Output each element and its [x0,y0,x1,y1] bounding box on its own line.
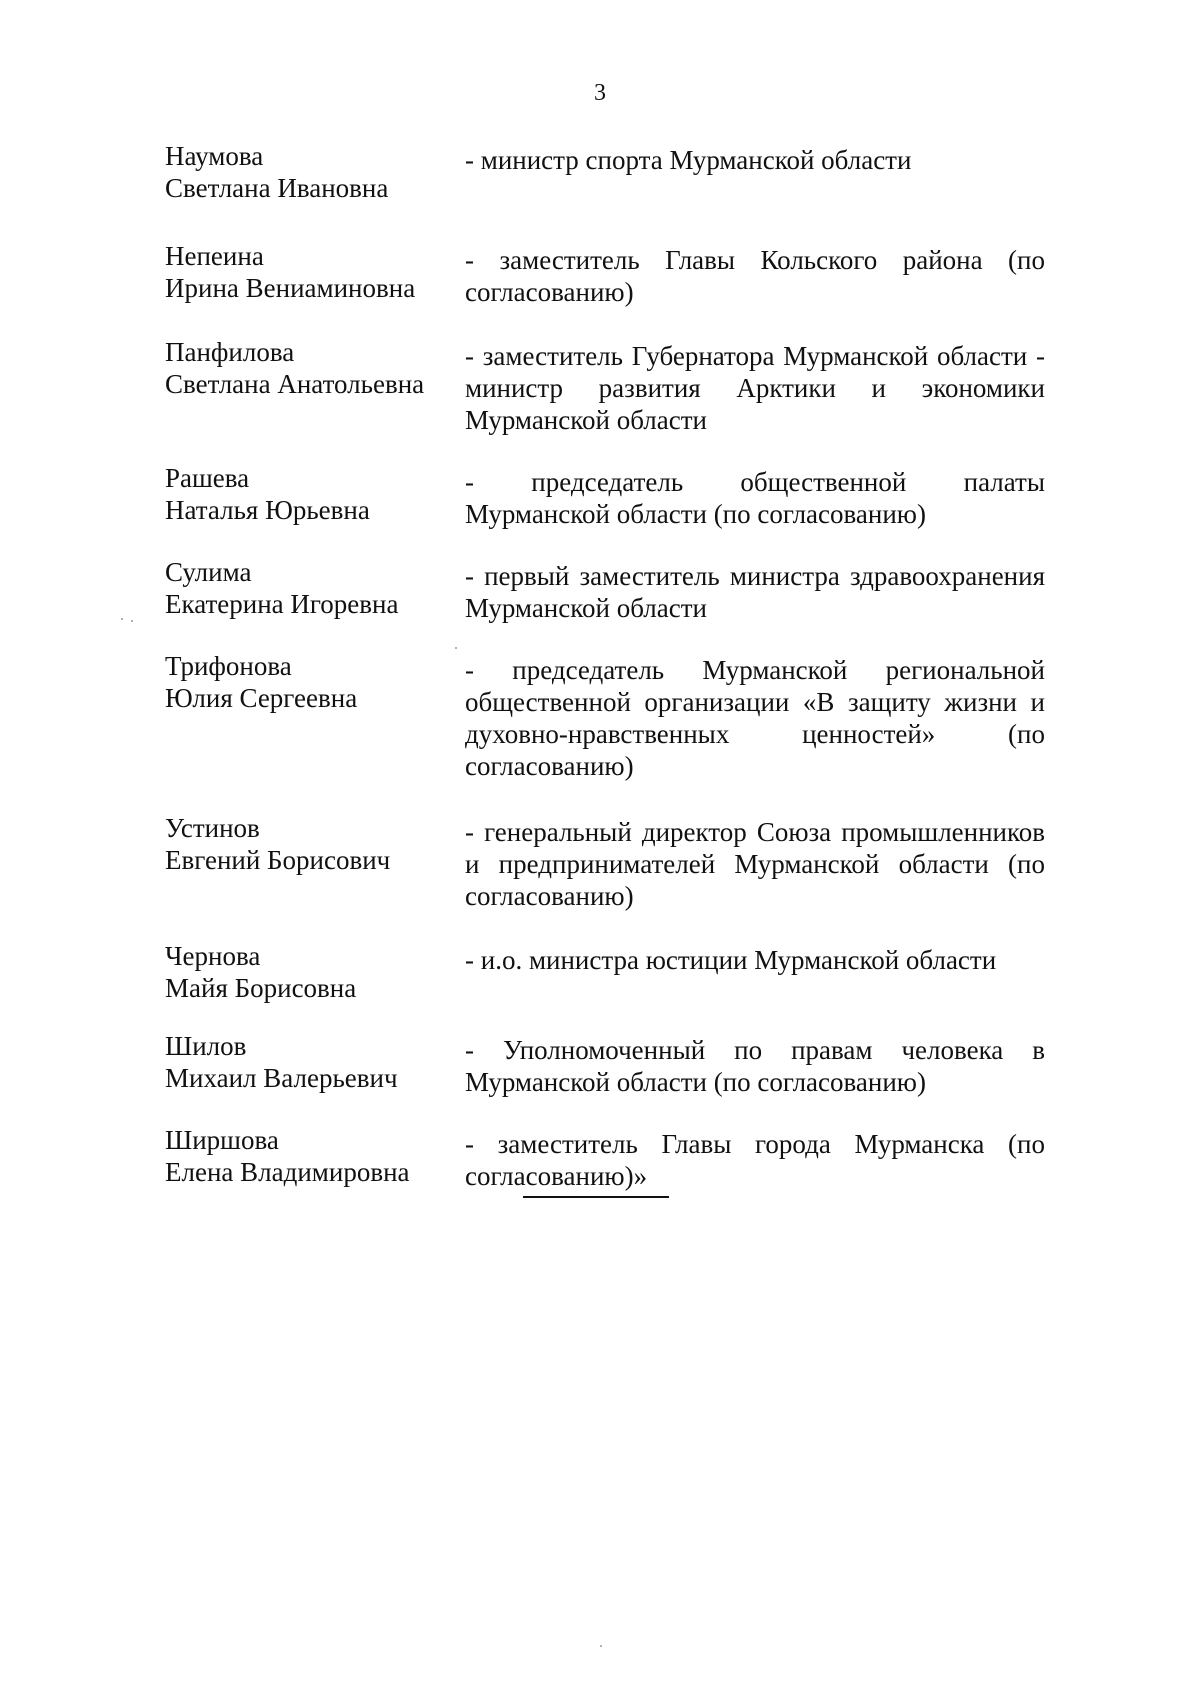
member-given-names: Евгений Борисович [165,845,391,875]
member-surname: Панфилова [165,337,295,367]
member-position: - председатель общественной палаты Мурманской области (по согласованию) [465,467,1045,529]
member-surname: Сулима [165,557,252,587]
member-position: - председатель Мурманской региональной общественной организации «В защиту жизни и духовно-нравственных ценностей» (по согласованию) [465,655,1045,781]
list-item [165,1030,1045,1098]
member-surname: Устинов [165,813,260,843]
member-surname: Чернова [165,941,261,971]
member-position: - заместитель Главы города Мурманска (по согласованию)» [465,1129,1045,1191]
member-name [165,462,465,530]
scan-speck [121,618,123,620]
member-given-names: Светлана Ивановна [165,173,389,203]
member-surname: Рашева [165,463,250,493]
member-name [165,812,465,912]
member-name [165,1030,465,1098]
member-name [165,940,465,1004]
member-name [165,1124,465,1192]
member-roster [165,140,1045,1192]
member-surname: Шилов [165,1031,247,1061]
member-given-names: Михаил Валерьевич [165,1063,398,1093]
scan-speck [131,620,133,622]
member-position: - Уполномоченный по правам человека в Мурманской области (по согласованию) [465,1035,1045,1097]
list-item [165,462,1045,530]
member-position: - и.о. министра юстиции Мурманской области [465,945,997,975]
member-name [165,240,465,308]
member-position: - генеральный директор Союза промышленников и предпринимателей Мурманской области (по согласованию) [465,817,1045,911]
member-name [165,336,465,436]
member-surname: Трифонова [165,651,292,681]
list-item [165,1124,1045,1192]
member-given-names: Наталья Юрьевна [165,495,370,525]
list-item [165,812,1045,912]
member-name [165,650,465,782]
member-name [165,140,465,204]
member-surname: Непеина [165,241,264,271]
member-position: - заместитель Губернатора Мурманской области - министр развития Арктики и экономики Мурманской области [465,341,1045,435]
list-item [165,650,1045,782]
list-item [165,940,1045,1004]
member-surname: Наумова [165,141,264,171]
member-given-names: Ирина Вениаминовна [165,273,416,303]
closing-rule [523,1196,669,1198]
list-item [165,336,1045,436]
member-given-names: Светлана Анатольевна [165,369,425,399]
page-number: 3 [594,80,606,106]
member-given-names: Юлия Сергеевна [165,683,358,713]
member-name [165,556,465,624]
member-position: - первый заместитель министра здравоохранения Мурманской области [465,561,1045,623]
list-item [165,556,1045,624]
list-item [165,240,1045,308]
member-given-names: Майя Борисовна [165,973,357,1003]
list-item [165,140,1045,204]
member-given-names: Екатерина Игоревна [165,589,399,619]
scan-speck [600,1645,602,1647]
member-position: - министр спорта Мурманской области [465,145,912,175]
member-surname: Ширшова [165,1125,279,1155]
scan-speck [455,647,457,649]
member-given-names: Елена Владимировна [165,1157,410,1187]
member-position: - заместитель Главы Кольского района (по согласованию) [465,245,1045,307]
